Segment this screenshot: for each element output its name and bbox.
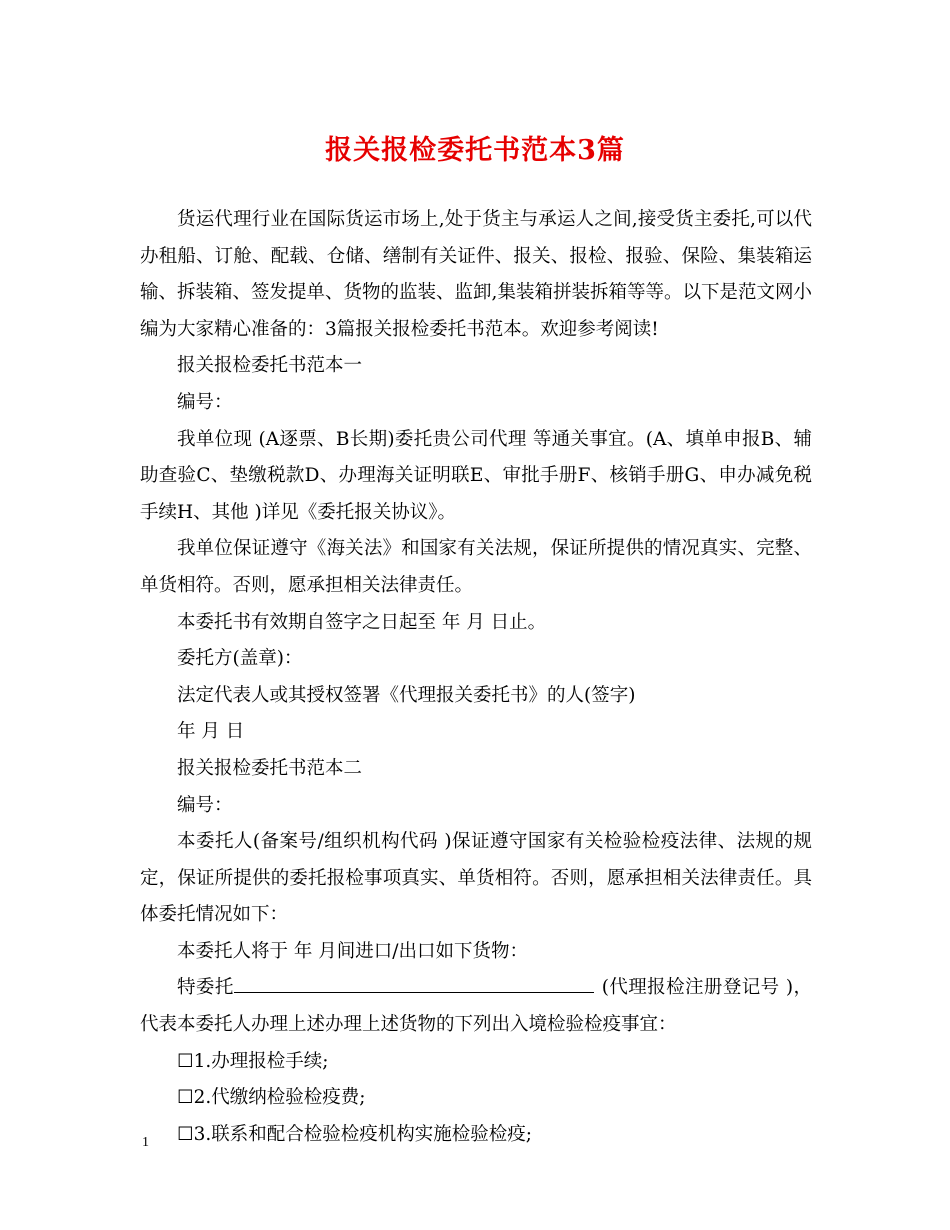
document-title: 报关报检委托书范本3篇 xyxy=(325,135,625,166)
section1-paragraph-4: 委托方(盖章)： xyxy=(177,648,303,670)
checkbox-item-2: ☐2.代缴纳检验检疫费; xyxy=(177,1087,366,1109)
section1-number: 编号： xyxy=(177,391,233,413)
section2-paragraph-2: 本委托人将于 年 月间进口/出口如下货物： xyxy=(177,940,528,962)
section1-paragraph-2: 我单位保证遵守《海关法》和国家有关法规，保证所提供的情况真实、完整、单货相符。否则，愿承担相关法律责任。 xyxy=(140,538,812,596)
section1-paragraph-6: 年 月 日 xyxy=(177,721,245,743)
checkbox-item-3: ☐3.联系和配合检验检疫机构实施检验检疫; xyxy=(177,1123,532,1145)
entrust-prefix: 特委托 xyxy=(177,977,234,999)
entrust-suffix: (代理报检注册登记号 )，代表本委托人办理上述办理上述货物的下列出入境检验检疫事宜： xyxy=(140,977,812,1036)
section2-paragraph-3 xyxy=(140,970,812,1043)
intro-paragraph: 货运代理行业在国际货运市场上,处于货主与承运人之间,接受货主委托,可以代办租船、订舱、配载、仓储、缮制有关证件、报关、报检、报验、保险、集装箱运输、拆装箱、签发提单、货物的监装、监卸,集装箱拼装拆箱等等。以下是范文网小编为大家精心准备的：3篇报关报检委托书范本。欢迎参考阅读! xyxy=(140,209,812,340)
section2-paragraph-1: 本委托人(备案号/组织机构代码 )保证遵守国家有关检验检疫法律、法规的规定，保证所提供的委托报检事项真实、单货相符。否则，愿承担相关法律责任。具体委托情况如下： xyxy=(140,831,812,926)
blank-underline xyxy=(234,974,594,993)
page-number: 1 xyxy=(142,1135,149,1150)
section2-number: 编号： xyxy=(177,794,233,816)
section1-paragraph-5: 法定代表人或其授权签署《代理报关委托书》的人(签字) xyxy=(177,684,636,706)
section1-paragraph-1: 我单位现 (A逐票、B长期)委托贵公司代理 等通关事宜。(A、填单申报B、辅助查验C、垫缴税款D、办理海关证明联E、审批手册F、核销手册G、申办减免税手续H、其他 )详见《委托报关协议》。 xyxy=(140,428,812,523)
section2-heading: 报关报检委托书范本二 xyxy=(177,757,363,779)
document-body xyxy=(140,202,812,1153)
section1-heading: 报关报检委托书范本一 xyxy=(177,355,363,377)
section1-paragraph-3: 本委托书有效期自签字之日起至 年 月 日止。 xyxy=(177,611,547,633)
checkbox-item-1: ☐1.办理报检手续; xyxy=(177,1050,329,1072)
